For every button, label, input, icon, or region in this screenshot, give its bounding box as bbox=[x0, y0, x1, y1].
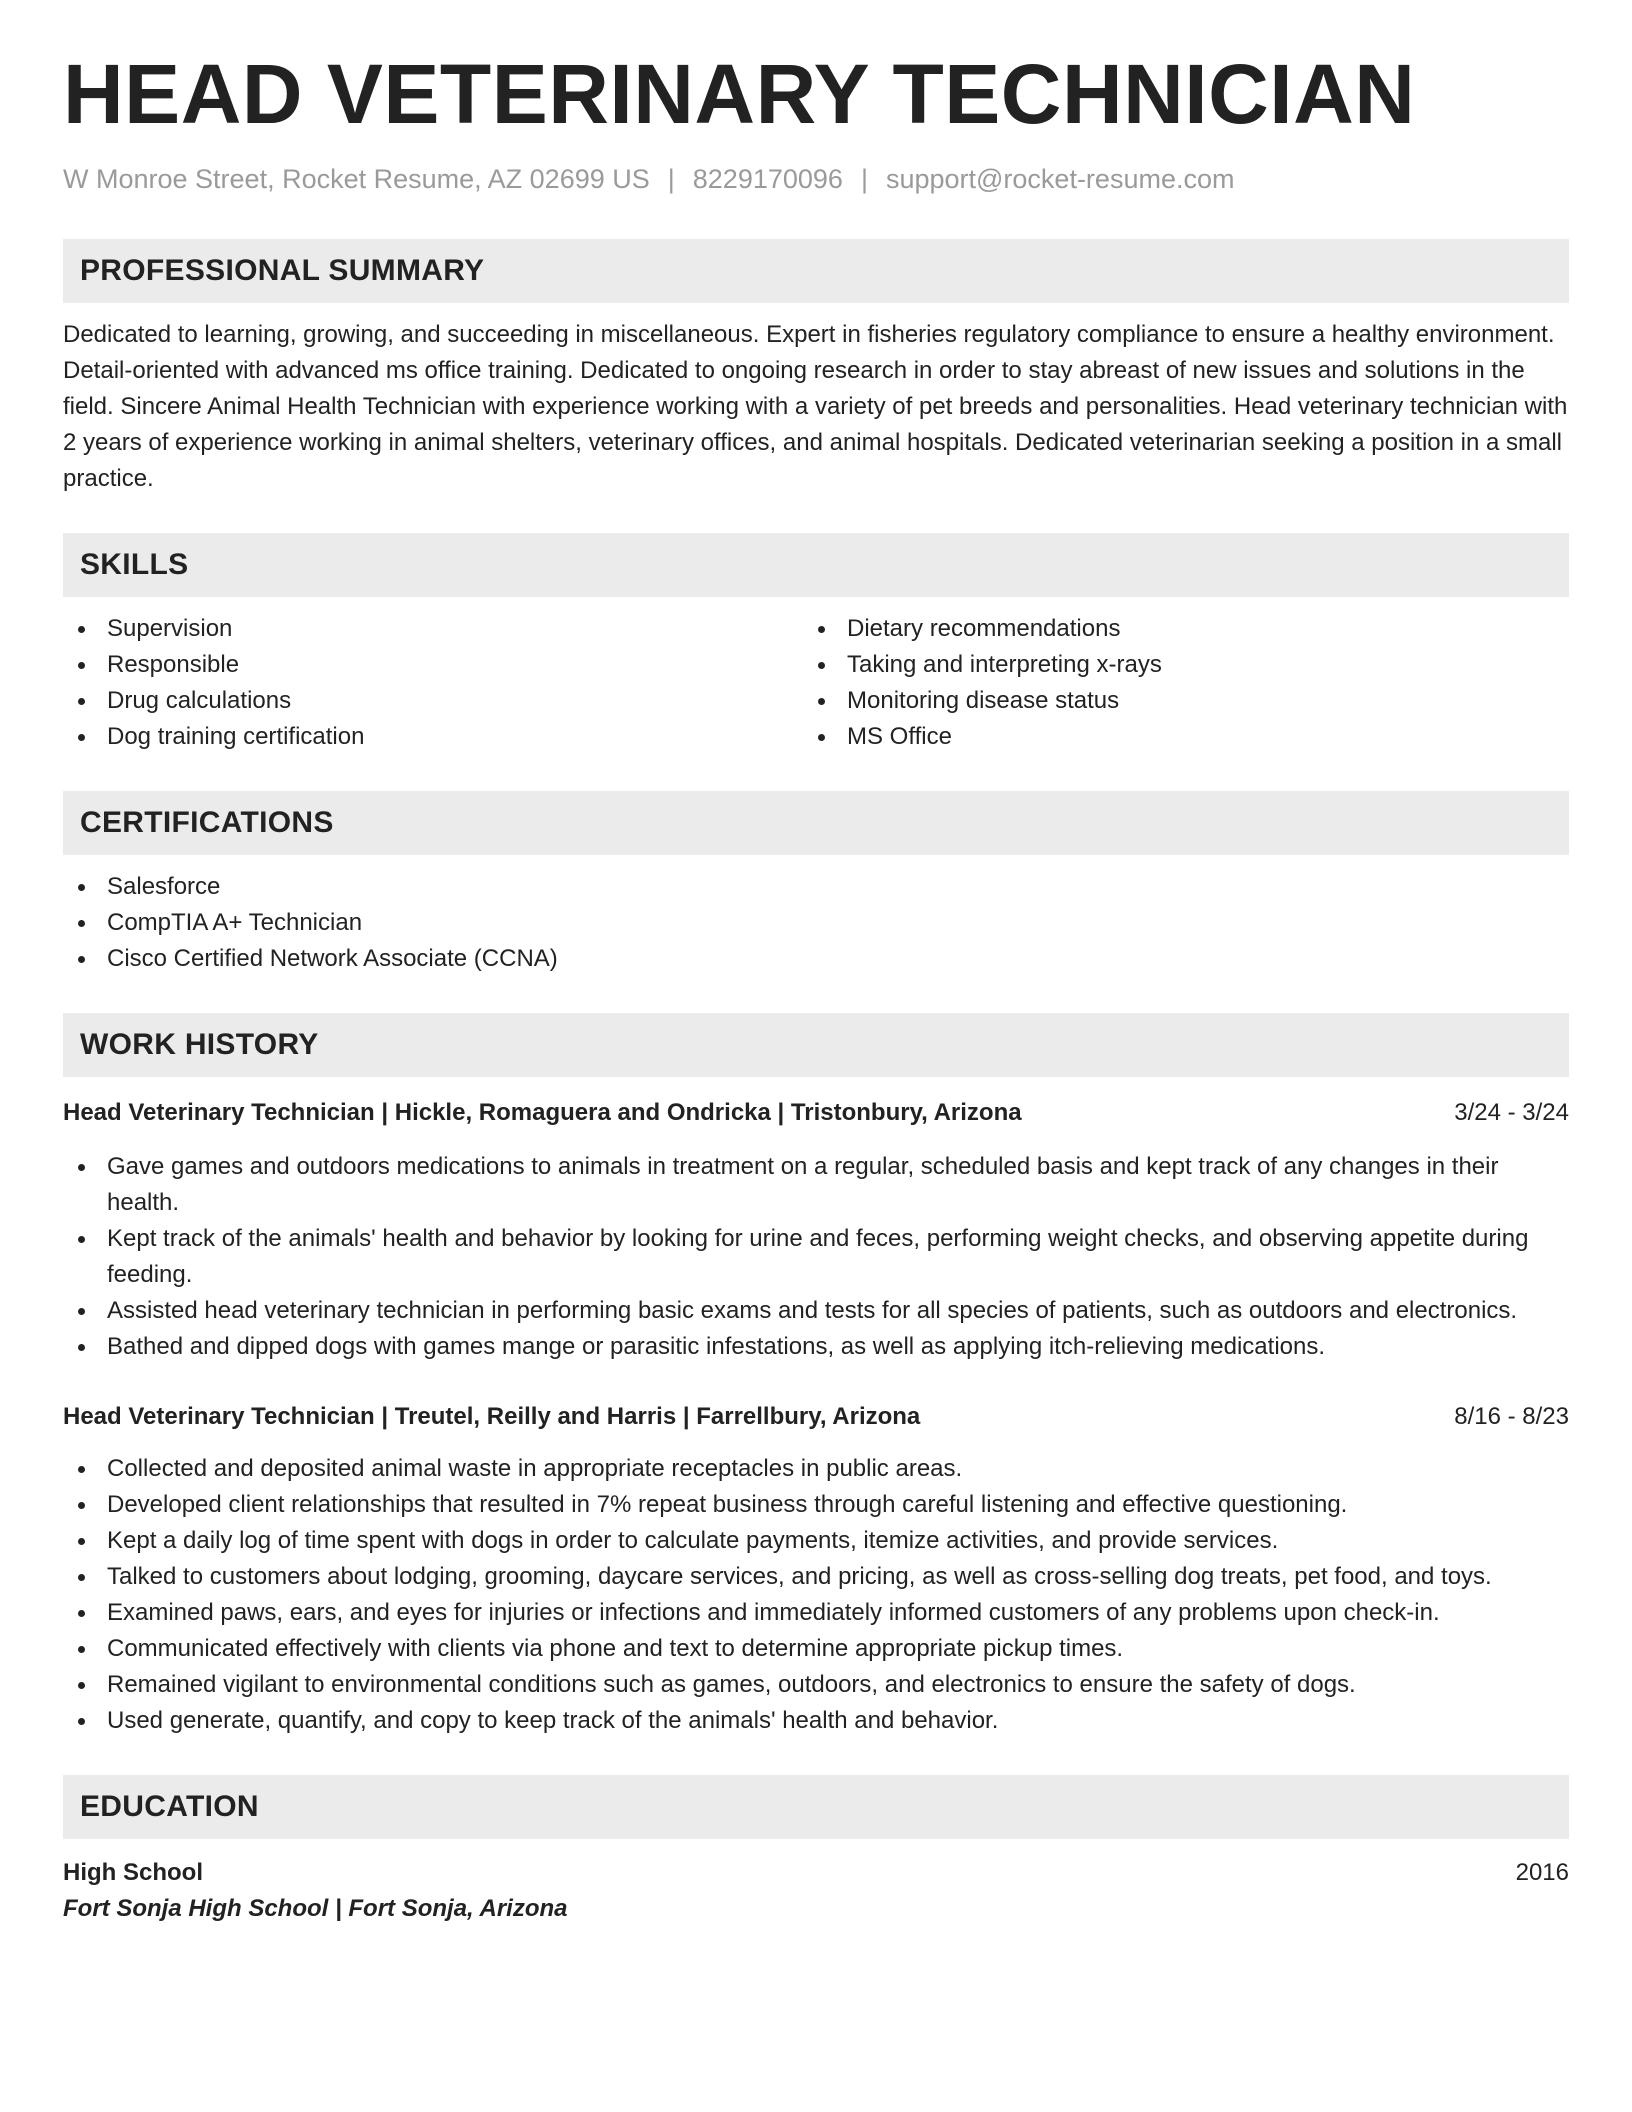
job-bullet: Kept a daily log of time spent with dogs in order to calculate payments, itemize activities, and provide services. bbox=[63, 1523, 1569, 1559]
job-bullet: Talked to customers about lodging, grooming, daycare services, and pricing, as well as cross-selling dog treats, pet food, and toys. bbox=[63, 1559, 1569, 1595]
contact-separator: | bbox=[860, 164, 868, 195]
education-degree: High School bbox=[63, 1859, 203, 1887]
education-entry bbox=[63, 1855, 1569, 1927]
education-year: 2016 bbox=[1515, 1859, 1569, 1887]
certification-item: Cisco Certified Network Associate (CCNA) bbox=[63, 941, 1569, 977]
job-bullet: Assisted head veterinary technician in performing basic exams and tests for all species of patients, such as outdoors and electronics. bbox=[63, 1293, 1569, 1329]
contact-separator: | bbox=[667, 164, 675, 195]
job-entry bbox=[63, 1095, 1569, 1365]
skill-item: Drug calculations bbox=[63, 683, 803, 719]
work-history-heading: WORK HISTORY bbox=[63, 1013, 1569, 1077]
skill-item: Dietary recommendations bbox=[803, 611, 1543, 647]
contact-address: W Monroe Street, Rocket Resume, AZ 02699 US bbox=[63, 164, 650, 195]
job-bullet: Developed client relationships that resulted in 7% repeat business through careful listening and effective questioning. bbox=[63, 1487, 1569, 1523]
job-bullet: Collected and deposited animal waste in appropriate receptacles in public areas. bbox=[63, 1451, 1569, 1487]
job-dates: 3/24 - 3/24 bbox=[1454, 1099, 1569, 1127]
certification-item: CompTIA A+ Technician bbox=[63, 905, 1569, 941]
candidate-name: HEAD VETERINARY TECHNICIAN bbox=[63, 47, 1416, 141]
education-heading: EDUCATION bbox=[63, 1775, 1569, 1839]
job-title: Head Veterinary Technician | Hickle, Romaguera and Ondricka | Tristonbury, Arizona bbox=[63, 1099, 1022, 1127]
contact-email[interactable]: support@rocket-resume.com bbox=[885, 164, 1235, 195]
skill-item: MS Office bbox=[803, 719, 1543, 755]
job-bullets bbox=[63, 1149, 1569, 1365]
skill-item: Responsible bbox=[63, 647, 803, 683]
job-bullet: Examined paws, ears, and eyes for injuries or infections and immediately informed customers of any problems upon check-in. bbox=[63, 1595, 1569, 1631]
job-bullet: Gave games and outdoors medications to animals in treatment on a regular, scheduled basis and kept track of any changes in their health. bbox=[63, 1149, 1569, 1221]
skill-item: Monitoring disease status bbox=[803, 683, 1543, 719]
skills-column-right bbox=[803, 611, 1543, 755]
job-bullet: Used generate, quantify, and copy to keep track of the animals' health and behavior. bbox=[63, 1703, 1569, 1739]
skills-column-left bbox=[63, 611, 803, 755]
job-dates: 8/16 - 8/23 bbox=[1454, 1403, 1569, 1431]
job-bullets bbox=[63, 1451, 1569, 1739]
job-bullet: Kept track of the animals' health and behavior by looking for urine and feces, performing weight checks, and observing appetite during feeding. bbox=[63, 1221, 1569, 1293]
education-header bbox=[63, 1855, 1569, 1891]
job-header bbox=[63, 1399, 1569, 1435]
skills-heading: SKILLS bbox=[63, 533, 1569, 597]
skill-item: Supervision bbox=[63, 611, 803, 647]
summary-text: Dedicated to learning, growing, and succeeding in miscellaneous. Expert in fisheries regulatory compliance to ensure a healthy environment. Detail-oriented with advanced ms office training. Dedicated to ongoing research in order to stay abreast of new issues and solutions in the field. Sincere Animal Health Technician with experience working with a variety of pet breeds and personalities. Head veterinary technician with 2 years of experience working in animal shelters, veterinary offices, and animal hospitals. Dedicated veterinarian seeking a position in a small practice. bbox=[63, 321, 1568, 493]
certifications-heading: CERTIFICATIONS bbox=[63, 791, 1569, 855]
skills-list bbox=[63, 611, 1569, 755]
contact-phone: 8229170096 bbox=[692, 164, 843, 195]
job-bullet: Bathed and dipped dogs with games mange or parasitic infestations, as well as applying itch-relieving medications. bbox=[63, 1329, 1569, 1365]
contact-line bbox=[63, 164, 1569, 195]
job-title: Head Veterinary Technician | Treutel, Reilly and Harris | Farrellbury, Arizona bbox=[63, 1403, 921, 1431]
certification-item: Salesforce bbox=[63, 869, 1569, 905]
job-bullet: Remained vigilant to environmental conditions such as games, outdoors, and electronics to ensure the safety of dogs. bbox=[63, 1667, 1569, 1703]
job-bullet: Communicated effectively with clients via phone and text to determine appropriate pickup times. bbox=[63, 1631, 1569, 1667]
skill-item: Taking and interpreting x-rays bbox=[803, 647, 1543, 683]
education-school: Fort Sonja High School | Fort Sonja, Arizona bbox=[63, 1895, 568, 1923]
job-entry bbox=[63, 1399, 1569, 1739]
skill-item: Dog training certification bbox=[63, 719, 803, 755]
job-header bbox=[63, 1095, 1569, 1131]
summary-heading: PROFESSIONAL SUMMARY bbox=[63, 239, 1569, 303]
certifications-list bbox=[63, 869, 1569, 977]
